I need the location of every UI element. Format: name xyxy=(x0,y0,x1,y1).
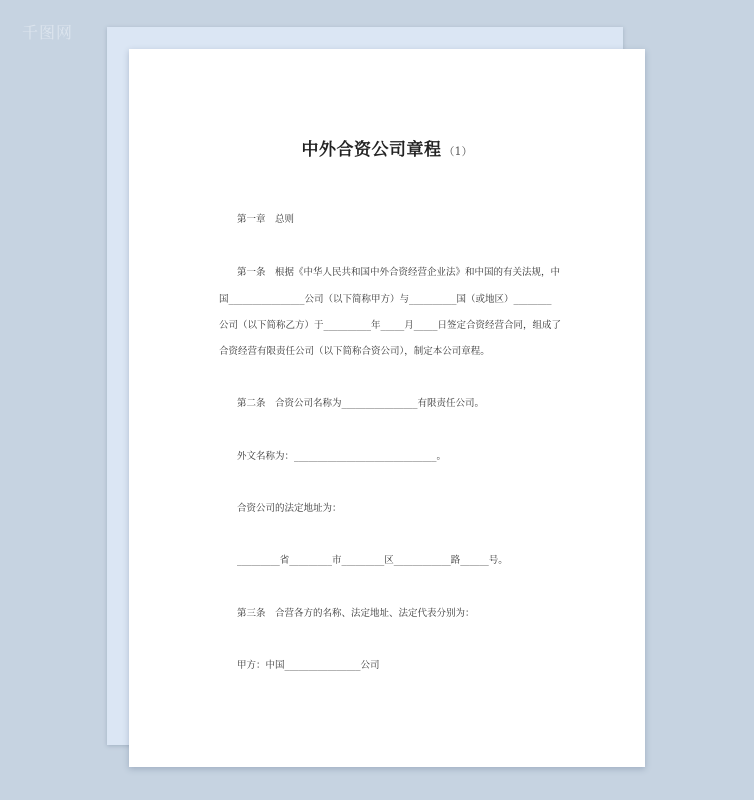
article1-line4: 合资经营有限责任公司（以下简称合资公司），制定本公司章程。 xyxy=(219,346,490,357)
address-line: _________省_________市_________区____________路______号。 xyxy=(237,555,508,566)
article1-line3: 公司（以下简称乙方）于__________年_____月_____日签定合资经营合同，组成了 xyxy=(219,320,562,331)
title-suffix: （1） xyxy=(443,145,473,158)
watermark: 千图网 xyxy=(22,23,74,42)
article2: 第二条 合资公司名称为________________有限责任公司。 xyxy=(237,398,485,409)
article3: 第三条 合营各方的名称、法定地址、法定代表分别为： xyxy=(237,608,475,619)
document-title xyxy=(129,135,645,160)
document-page xyxy=(129,49,645,767)
address-label: 合资公司的法定地址为： xyxy=(237,503,342,514)
article1-line1: 第一条 根据《中华人民共和国中外合资经营企业法》和中国的有关法规，中 xyxy=(237,267,561,278)
chapter-heading: 第一章 总则 xyxy=(237,214,295,225)
title-main: 中外合资公司章程 xyxy=(301,140,442,160)
foreign-name-line: 外文名称为：______________________________。 xyxy=(237,451,447,462)
article1-line2: 国________________公司（以下简称甲方）与__________国（或地区）________ xyxy=(219,294,552,305)
party-a-line: 甲方：中国________________公司 xyxy=(237,660,380,671)
